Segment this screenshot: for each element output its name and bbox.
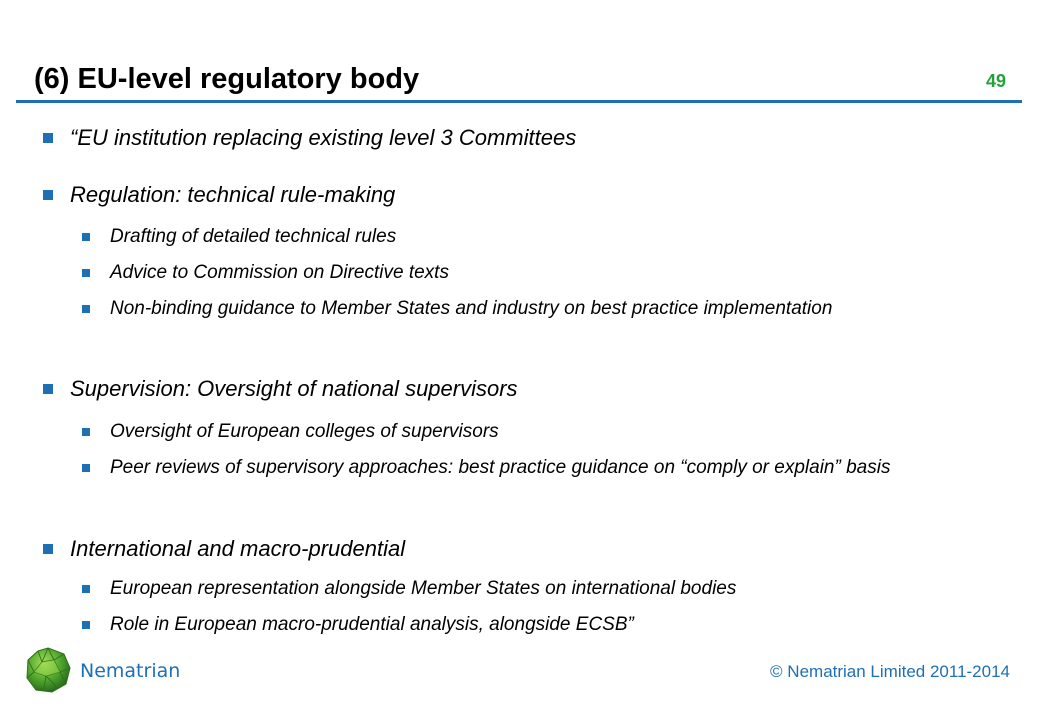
sub-bullet-item [110,610,970,640]
bullet-item [70,535,1000,563]
bullet-text: Supervision: Oversight of national supervisors [70,376,518,401]
square-bullet-icon [82,585,90,593]
green-polyhedron-logo-icon [24,646,72,694]
bullet-item [70,124,1000,152]
sub-bullet-text: Peer reviews of supervisory approaches: best practice guidance on “comply or explain” basis [110,457,891,478]
sub-bullet-item [110,574,970,604]
bullet-text: “EU institution replacing existing level 3 Committees [70,125,577,150]
bullet-item [70,375,1000,403]
square-bullet-icon [43,190,53,200]
brand-name: Nematrian [80,660,181,682]
sub-bullet-text: Non-binding guidance to Member States and industry on best practice implementation [110,298,833,319]
sub-bullet-text: Oversight of European colleges of supervisors [110,421,499,442]
square-bullet-icon [82,621,90,629]
sub-bullet-text: Role in European macro-prudential analysis, alongside ECSB” [110,614,634,635]
sub-bullet-item [110,222,970,252]
bullet-text: Regulation: technical rule-making [70,182,396,207]
square-bullet-icon [43,544,53,554]
copyright-text: © Nematrian Limited 2011-2014 [770,662,1010,681]
square-bullet-icon [43,133,53,143]
sub-bullet-item [110,453,970,483]
slide-title: (6) EU-level regulatory body [34,63,420,95]
square-bullet-icon [82,305,90,313]
bullet-item [70,181,1000,209]
square-bullet-icon [82,233,90,241]
sub-bullet-text: European representation alongside Member States on international bodies [110,578,737,599]
square-bullet-icon [82,464,90,472]
sub-bullet-item [110,417,970,447]
square-bullet-icon [43,384,53,394]
sub-bullet-item [110,294,970,324]
square-bullet-icon [82,269,90,277]
sub-bullet-text: Advice to Commission on Directive texts [110,262,449,283]
square-bullet-icon [82,428,90,436]
bullet-text: International and macro-prudential [70,536,406,561]
sub-bullet-text: Drafting of detailed technical rules [110,226,397,247]
page-number: 49 [985,71,1006,91]
sub-bullet-item [110,258,970,288]
